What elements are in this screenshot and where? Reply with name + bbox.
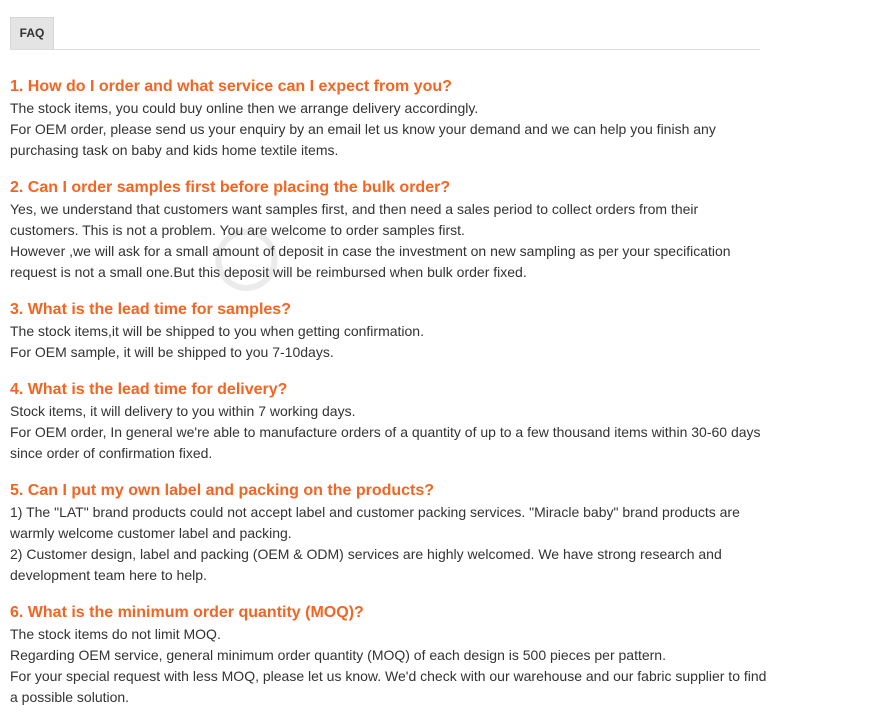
faq-answer-line: However ,we will ask for a small amount of deposit in case the investment on new sampling as per your specification request is not a small one.But this deposit will be reimbursed when bulk order fixed. [10,243,731,280]
faq-answer-line: Stock items, it will delivery to you within 7 working days. [10,403,356,419]
faq-answer-line: The stock items,it will be shipped to you when getting confirmation. [10,323,424,339]
faq-answer-line: For OEM sample, it will be shipped to you 7-10days. [10,344,334,360]
faq-item [10,379,770,464]
tab-bar [10,17,760,50]
faq-answer-line: The stock items, you could buy online then we arrange delivery accordingly. [10,100,479,116]
faq-question: 2. Can I order samples first before placing the bulk order? [10,179,451,196]
faq-question: 1. How do I order and what service can I expect from you? [10,78,452,95]
faq-question: 3. What is the lead time for samples? [10,301,291,318]
faq-item [10,602,770,708]
faq-item [10,299,770,363]
faq-answer-line: 2) Customer design, label and packing (OEM & ODM) services are highly welcomed. We have strong research and development team here to help. [10,546,722,583]
faq-item [10,480,770,586]
tab-faq[interactable]: FAQ [10,17,54,49]
faq-answer-line: The stock items do not limit MOQ. [10,626,221,642]
faq-item [10,177,770,283]
faq-answer-line: 1) The "LAT" brand products could not accept label and customer packing services. "Miracle baby" brand products are warmly welcome customer label and packing. [10,504,740,541]
faq-answer-line: Regarding OEM service, general minimum order quantity (MOQ) of each design is 500 pieces per pattern. [10,647,666,663]
faq-question: 4. What is the lead time for delivery? [10,381,288,398]
faq-answer-line: For OEM order, please send us your enquiry by an email let us know your demand and we can help you finish any purchasing task on baby and kids home textile items. [10,121,716,158]
faq-answer-line: Yes, we understand that customers want samples first, and then need a sales period to collect orders from their customers. This is not a problem. You are welcome to order samples first. [10,201,699,238]
faq-answer-line: For OEM order, In general we're able to manufacture orders of a quantity of up to a few thousand items within 30-60 days since order of confirmation fixed. [10,424,761,461]
faq-question: 5. Can I put my own label and packing on the products? [10,482,435,499]
faq-answer-line: For your special request with less MOQ, please let us know. We'd check with our warehouse and our fabric supplier to find a possible solution. [10,668,767,705]
faq-content [10,76,770,724]
faq-question: 6. What is the minimum order quantity (MOQ)? [10,604,364,621]
faq-item [10,76,770,161]
